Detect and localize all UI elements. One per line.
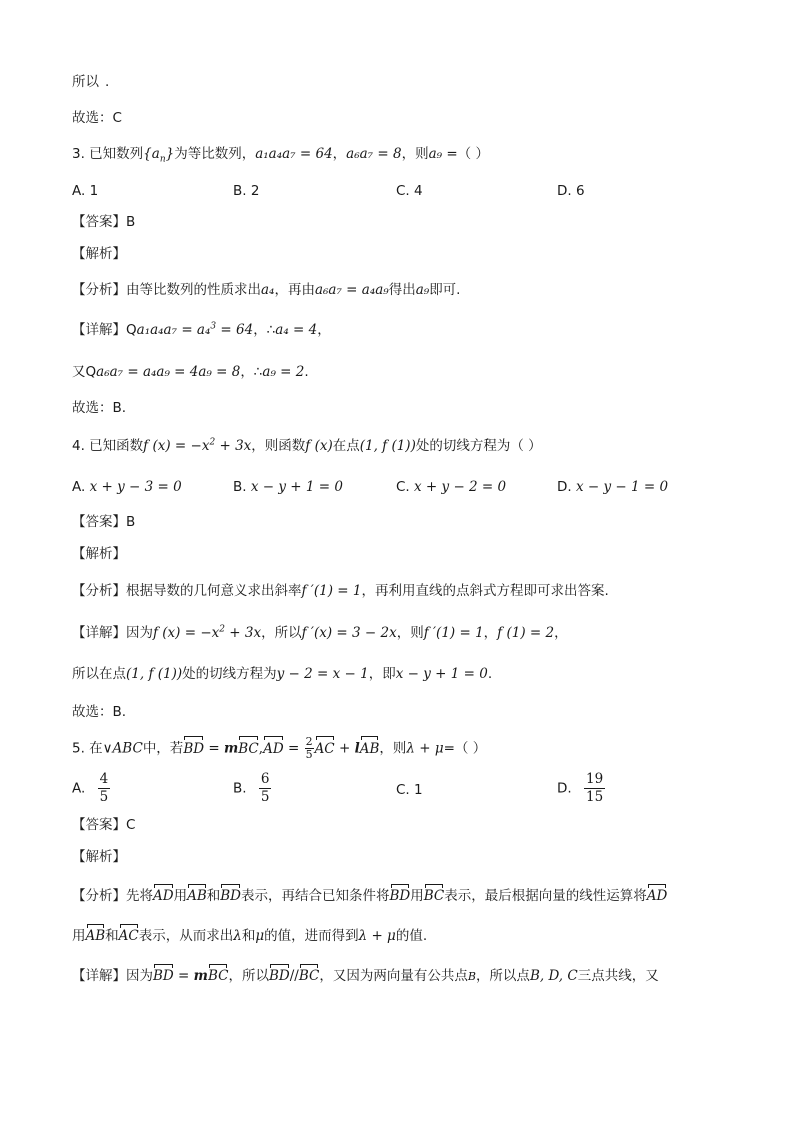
text: ，又因为两向量有公共点 [319, 968, 468, 984]
text: 所以在点 [72, 666, 126, 682]
vector-bd: BD [269, 965, 290, 987]
text: . [304, 364, 309, 380]
text: 故选：B. [72, 400, 127, 416]
q3-answer [72, 212, 135, 232]
math: a₁a₄a₇ = a₄$^3$ = 64 [136, 321, 254, 338]
math: f (x) [305, 438, 333, 454]
q3-option-a: A. 1 [72, 183, 99, 199]
question-3 [72, 144, 489, 164]
text: ，则 [401, 146, 429, 162]
vector-ab: AB [187, 885, 207, 907]
math: a₁a₄a₇ = 64 [255, 146, 333, 162]
text: ，则 [379, 740, 407, 757]
q4-detail-1 [72, 623, 568, 643]
text: 在 [89, 740, 103, 757]
jiexi-tag: 【解析】 [72, 246, 126, 262]
vector-ad: AD [153, 885, 174, 907]
q3-option-d: D. 6 [557, 183, 585, 199]
math: f $(x) = -x^2 + 3x$ [143, 437, 252, 454]
text: Q [126, 322, 137, 338]
q5-option-d: D. $\frac{19}{15}$ [557, 771, 604, 805]
q4-option-a: A. x + y − 3 = 0 [72, 479, 182, 495]
q3-detail-1 [72, 320, 331, 340]
q5-option-b: B. $\frac{6}{5}$ [233, 771, 270, 805]
question-number: 5. [72, 740, 90, 757]
text: 已知数列 [89, 146, 144, 162]
xiangjie-tag: 【详解】 [72, 322, 126, 338]
fraction-19-15: $\frac{19}{15}$ [585, 771, 604, 805]
q3-analysis [72, 280, 460, 300]
text: 用 [173, 888, 188, 904]
math: f ′(1) = 1 [423, 625, 484, 641]
question-5: 5. 在∨ABC中，若BD = mBC,AD = $\frac{2}{5}$ AC + lAB，则λ + μ=（ ） [72, 735, 487, 761]
text: 和 [206, 888, 221, 904]
math: λ + μ [358, 928, 396, 944]
math: a₆a₇ = 8 [346, 146, 402, 162]
answer-tag: 【答案】 [72, 817, 126, 833]
text: ，∴ [240, 364, 263, 380]
math: λ + μ [406, 740, 444, 757]
vector-bc: BC [238, 737, 259, 761]
vector-bd: BD [390, 885, 411, 907]
q4-jiexi [72, 544, 126, 564]
xiangjie-tag: 【详解】 [72, 625, 126, 641]
text: =（ ） [443, 740, 487, 757]
text: ， [554, 625, 568, 641]
fraction-2-5: $\frac{2}{5}$ [305, 735, 313, 761]
text: 的值，进而得到 [264, 928, 359, 944]
math: (1, f (1)) [126, 666, 183, 682]
q3-end [72, 398, 126, 418]
text: . [487, 666, 493, 682]
vector-bd: BD [220, 885, 241, 907]
vector-bd: BD [183, 737, 204, 761]
text: 中，若 [142, 740, 184, 757]
text: ， [332, 146, 347, 162]
answer-tag: 【答案】 [72, 214, 126, 230]
math: μ [255, 928, 265, 944]
fenxi-tag: 【分析】 [72, 888, 126, 904]
math: x − y + 1 = 0 [395, 666, 488, 682]
q3-detail-2 [72, 362, 309, 382]
vector-ad: AD [647, 885, 668, 907]
text: 所以 [72, 74, 99, 90]
fenxi-tag: 【分析】 [72, 583, 126, 599]
vector-ab: AB [360, 737, 380, 761]
math: (1, f (1)) [359, 438, 416, 454]
fraction-4-5: $\frac{4}{5}$ [99, 771, 109, 805]
q5-jiexi [72, 847, 126, 867]
text: ，所以 [228, 968, 269, 984]
text: 故选：B. [72, 704, 127, 720]
math: a₆a₇ = a₄a₉ [314, 282, 389, 298]
text: 已知函数 [89, 438, 144, 454]
text: 用 [410, 888, 424, 904]
text: ，所以 [261, 625, 302, 641]
answer-value: C [126, 817, 136, 833]
q4-end [72, 702, 126, 722]
line-choose-c [72, 108, 122, 128]
text: ， [317, 322, 331, 338]
math: B [467, 970, 476, 983]
text: 先将 [126, 888, 153, 904]
vector-bd: BD [153, 965, 174, 987]
answer-value: B [126, 214, 136, 230]
math: λ [233, 928, 242, 944]
answer-value: B [126, 514, 136, 530]
text: 表示，再结合已知条件将 [241, 888, 390, 904]
q5-detail-1: 【详解】因为BD = mBC，所以BD//BC，又因为两向量有公共点B，所以点B, D, C三点共线，又 [72, 965, 659, 988]
q3-jiexi [72, 244, 126, 264]
math: ∨ABC [102, 740, 143, 757]
fenxi-tag: 【分析】 [72, 282, 126, 298]
q5-analysis-2 [72, 925, 427, 947]
q4-option-c: C. x + y − 2 = 0 [396, 479, 507, 495]
vector-ac: AC [315, 737, 335, 761]
q4-option-d: D. x − y − 1 = 0 [557, 479, 669, 495]
vector-ad: AD [263, 737, 284, 761]
text: ， [483, 625, 498, 641]
text: 即可. [429, 282, 461, 298]
text: ，所以点 [475, 968, 530, 984]
text: 由等比数列的性质求出 [126, 282, 261, 298]
text: 故选：C [72, 110, 122, 126]
text: ，则函数 [251, 438, 306, 454]
q5-option-a: A. $\frac{4}{5}$ [72, 771, 109, 805]
math: a₄ = 4 [275, 322, 318, 338]
text: 表示，从而求出 [138, 928, 234, 944]
text: ，即 [368, 666, 396, 682]
math: a₆a₇ = a₄a₉ = 4a₉ = 8 [96, 364, 241, 380]
text: 因为 [126, 968, 153, 984]
text: 表示，最后根据向量的线性运算将 [444, 888, 647, 904]
vector-bc: BC [299, 965, 320, 987]
math: a₉ = 2 [262, 364, 305, 380]
question-number: 4. [72, 438, 90, 454]
text: 用 [72, 928, 86, 944]
answer-tag: 【答案】 [72, 514, 126, 530]
math: a₉ [428, 146, 443, 162]
question-4 [72, 436, 542, 456]
math: a₉ [415, 282, 430, 298]
vector-bc: BC [424, 885, 445, 907]
fraction-6-5: $\frac{6}{5}$ [260, 771, 270, 805]
q3-option-c: C. 4 [396, 183, 423, 199]
math: y − 2 = x − 1 [276, 666, 369, 682]
xiangjie-tag: 【详解】 [72, 968, 126, 984]
text: ，再由 [274, 282, 315, 298]
question-number: 3. [72, 146, 90, 162]
math: f ′(x) = 3 − 2x [301, 625, 397, 641]
text: ，∴ [253, 322, 276, 338]
math: f (1) = 2 [497, 625, 555, 641]
q4-detail-2 [72, 664, 492, 684]
math: $\{a_n\}$ [143, 146, 175, 165]
text: 处的切线方程为 [182, 666, 277, 682]
vector-ac: AC [119, 925, 139, 947]
text: . [105, 74, 110, 90]
text: 处的切线方程为（ ） [415, 438, 542, 454]
text: 在点 [332, 438, 360, 454]
jiexi-tag: 【解析】 [72, 546, 126, 562]
text: 三点共线，又 [577, 968, 659, 984]
text: 根据导数的几何意义求出斜率 [126, 583, 302, 599]
text: 和 [241, 928, 256, 944]
jiexi-tag: 【解析】 [72, 849, 126, 865]
q4-analysis [72, 581, 609, 601]
text: 因为 [126, 625, 153, 641]
math: a₄ [261, 282, 275, 298]
text: 的值. [395, 928, 428, 944]
math: f $(x) = -x^2 + 3x$ [153, 624, 262, 641]
line-conclusion-set [72, 72, 109, 92]
q5-option-c: C. 1 [396, 782, 423, 798]
q3-option-b: B. 2 [233, 183, 260, 199]
q4-answer [72, 512, 135, 532]
text: ，则 [396, 625, 424, 641]
math: B, D, C [529, 968, 578, 984]
text: ，再利用直线的点斜式方程即可求出答案. [361, 583, 609, 599]
text: 和 [105, 928, 119, 944]
q5-analysis-1 [72, 885, 667, 907]
text: 为等比数列， [174, 146, 256, 162]
text: =（ ） [442, 146, 489, 162]
q5-answer [72, 815, 135, 835]
q4-option-b: B. x − y + 1 = 0 [233, 479, 343, 495]
vector-bc: BC [208, 965, 229, 987]
text: 又Q [72, 364, 97, 380]
math: f ′(1) = 1 [301, 583, 362, 599]
vector-ab: AB [86, 925, 106, 947]
text: 得出 [388, 282, 416, 298]
